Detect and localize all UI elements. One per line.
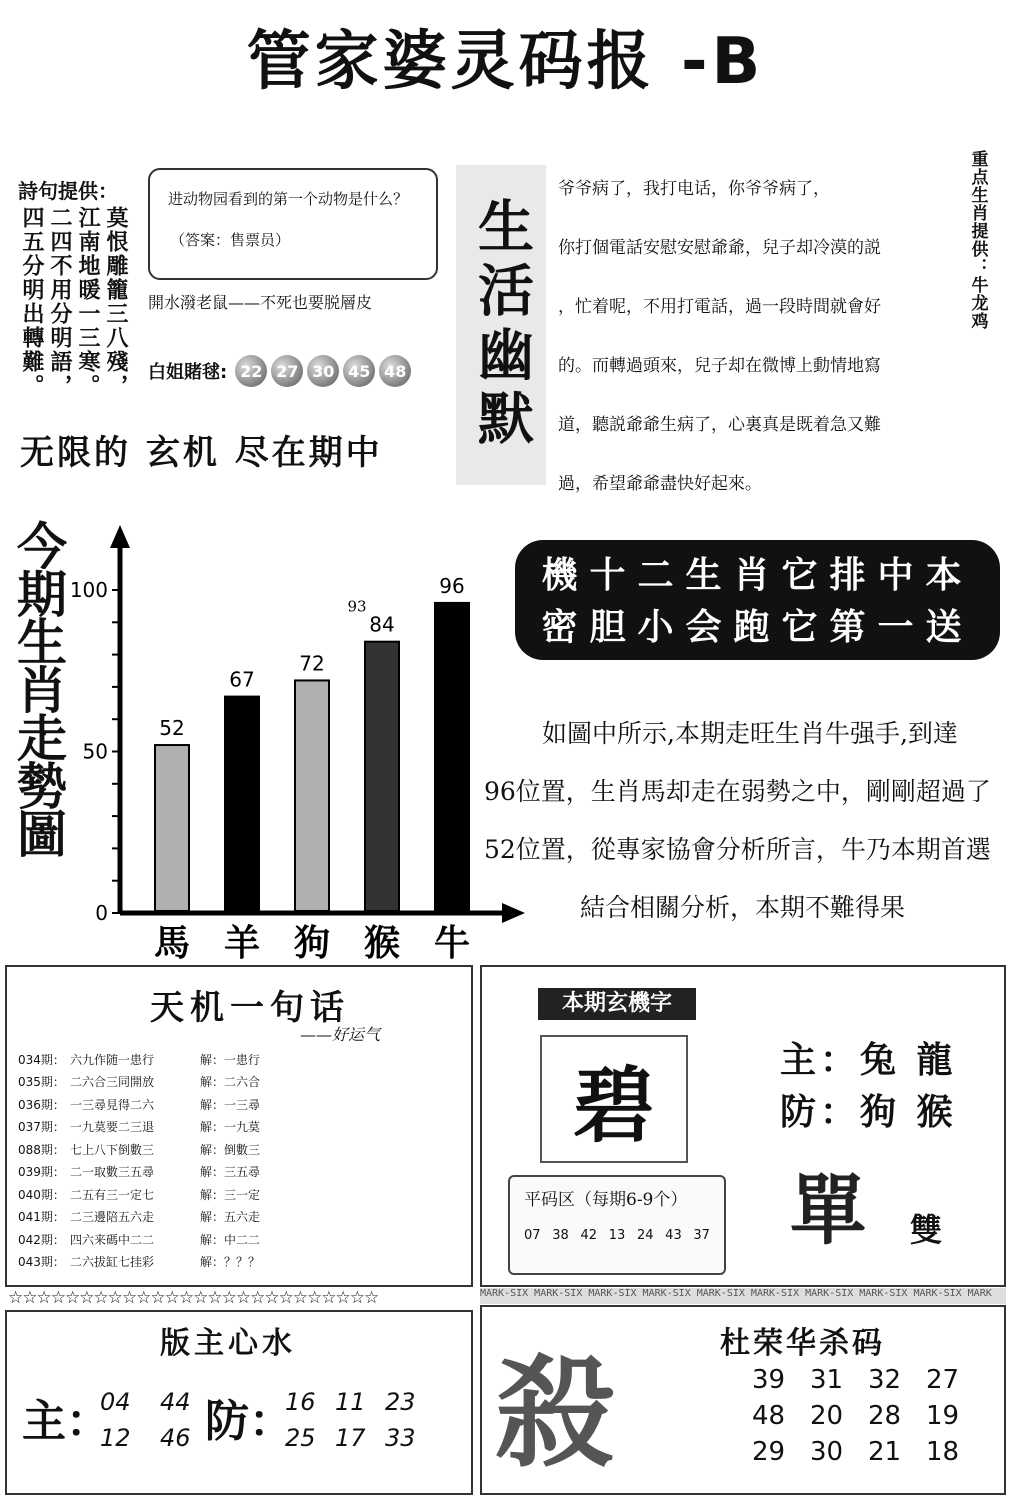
kill-number: 29: [752, 1437, 786, 1467]
kill-number: 28: [868, 1401, 902, 1431]
fang-number: 16: [285, 1388, 316, 1416]
kill-number: 21: [868, 1437, 902, 1467]
bar-value-label: 96: [439, 573, 465, 598]
analysis-line: 如圖中所示,本期走旺生肖牛强手,到達: [542, 719, 958, 748]
zhu-number: 44: [160, 1388, 191, 1416]
kill-number: 32: [868, 1365, 902, 1395]
humor-line: 爷爷病了，我打电话，你爷爷病了，: [558, 179, 830, 199]
humor-title: 生活幽默: [469, 197, 534, 453]
tianji-text: 二一取數三五尋: [70, 1165, 155, 1180]
kill-number: 48: [752, 1401, 786, 1431]
idiom-text: 開水潑老鼠——不死也要脱層皮: [148, 293, 373, 312]
tianji-subtitle: ——好运气: [300, 1025, 381, 1044]
star-divider: ☆☆☆☆☆☆☆☆☆☆☆☆☆☆☆☆☆☆☆☆☆☆☆☆☆☆: [8, 1288, 379, 1308]
zhu-number: 04: [100, 1388, 131, 1416]
bar-value-label: 84: [369, 612, 395, 637]
zhu-fang-block: [780, 1035, 957, 1139]
bar: [295, 680, 329, 911]
tianji-jie: 解：一九莫: [200, 1120, 261, 1135]
extra-label: 93: [347, 597, 367, 616]
tianji-text: 七上八下倒數三: [70, 1142, 155, 1157]
banzhu-fang-numbers: [285, 1388, 417, 1452]
riddle-question: 进动物园看到的第一个动物是什么？: [168, 190, 409, 208]
tianji-period: 088期：: [18, 1142, 65, 1157]
tianji-row: [18, 1048, 468, 1071]
tianji-row: [18, 1138, 468, 1161]
zhu-zodiacs: 主：兔 龍: [780, 1040, 957, 1081]
pingma-number: 42: [580, 1228, 598, 1243]
tianji-period: 041期：: [18, 1210, 65, 1225]
tianji-jie: 解：倒數三: [200, 1142, 261, 1157]
xuanji-char: 碧: [572, 1058, 655, 1154]
bar-value-label: 67: [229, 667, 255, 692]
tianji-row: [18, 1116, 468, 1139]
banzhu-zhu-numbers: [100, 1388, 200, 1452]
chart-analysis: [480, 705, 1005, 937]
xuanji-heading: 本期玄機字: [538, 988, 696, 1020]
zodiac-credit: 重点生肖提供：牛龙鸡: [967, 150, 988, 330]
mark-six-strip: MARK-SIX MARK-SIX MARK-SIX MARK-SIX MARK-SIX MARK-SIX MARK-SIX MARK-SIX MARK-SIX MARK: [480, 1288, 1006, 1304]
promo-banner: [515, 540, 1000, 660]
pingma-box: [508, 1175, 726, 1275]
tianji-jie: 解：三五尋: [200, 1165, 261, 1180]
kill-title: 杜荣华杀码: [720, 1326, 885, 1361]
pingma-number: 38: [552, 1228, 569, 1243]
pingma-numbers: [524, 1228, 710, 1243]
xuanji-char-box: [540, 1035, 688, 1163]
analysis-line: 結合相關分析，本期不難得果: [580, 893, 906, 922]
humor-text: [558, 160, 953, 514]
humor-line: 你打個電話安慰安慰爺爺，兒子却冷漠的説: [558, 238, 881, 258]
banzhu-zhu-label: 主：: [22, 1396, 110, 1447]
analysis-line: 96位置，生肖馬却走在弱勢之中，剛剛超過了: [484, 777, 991, 806]
fang-zodiacs: 防：狗 猴: [780, 1092, 957, 1133]
banner-line: 密胆小会跑它第一送: [541, 607, 974, 648]
banner-line: 機十二生肖它排中本: [541, 555, 974, 596]
tianji-text: 一九莫要二三退: [70, 1120, 155, 1135]
riddle-answer: （答案：售票员）: [170, 231, 291, 249]
banzhu-title: 版主心水: [160, 1326, 296, 1361]
tianji-row: [18, 1183, 468, 1206]
humor-line: 道，聽説爺爺生病了，心裏真是既着急又難: [558, 415, 881, 435]
tianji-text: 二六拔缸七挂彩: [70, 1255, 155, 1270]
pingma-label: 平码区（每期6-9个）: [524, 1190, 688, 1210]
fang-number: 23: [385, 1388, 416, 1416]
tianji-period: 036期：: [18, 1097, 65, 1112]
kill-number: 30: [810, 1437, 844, 1467]
tianji-text: 六九作随一患行: [70, 1052, 155, 1067]
poem-line: 四五分明出轉難。: [19, 206, 44, 398]
tianji-row: [18, 1093, 468, 1116]
poem-line: 二四不用分明語，: [47, 206, 72, 398]
pingma-number: 43: [665, 1228, 682, 1243]
category-label: 狗: [293, 923, 331, 960]
poem-credit: 詩句提供：: [18, 179, 118, 203]
chart-title-panel: [10, 520, 66, 950]
tianji-jie: 解：中二二: [200, 1232, 261, 1247]
y-tick-label: 0: [95, 901, 108, 925]
kill-number: 19: [926, 1401, 960, 1431]
baibo-row: [148, 355, 411, 387]
tianji-period: 042期：: [18, 1232, 65, 1247]
category-label: 牛: [433, 923, 471, 960]
bar: [225, 697, 259, 911]
poem-block: [18, 175, 138, 400]
number-ball: 30: [307, 355, 339, 387]
bar: [435, 603, 469, 911]
kill-number: 20: [810, 1401, 844, 1431]
tianji-row: [18, 1228, 468, 1251]
fang-number: 17: [335, 1424, 366, 1452]
tianji-jie: 解：一患行: [200, 1052, 261, 1067]
shuang-char: 雙: [910, 1211, 943, 1249]
bar-value-label: 72: [299, 651, 325, 676]
fang-number: 11: [335, 1388, 366, 1416]
poem-line: 莫恨雕籠三八殘，: [103, 206, 128, 398]
number-ball: 22: [235, 355, 267, 387]
tianji-text: 二五有三一定七: [70, 1187, 155, 1202]
zhu-number: 12: [100, 1424, 131, 1452]
tianji-period: 035期：: [18, 1075, 65, 1090]
number-ball: 27: [271, 355, 303, 387]
pingma-number: 07: [524, 1228, 541, 1243]
category-label: 猴: [363, 923, 401, 960]
tianji-period: 037期：: [18, 1120, 65, 1135]
y-axis-arrow: [110, 525, 130, 548]
tianji-jie: 解：二六合: [200, 1075, 261, 1090]
kill-number: 39: [752, 1365, 786, 1395]
fang-number: 25: [285, 1424, 316, 1452]
pingma-number: 13: [608, 1228, 626, 1243]
category-label: 羊: [223, 923, 261, 960]
tianji-jie: 解：一三尋: [200, 1097, 261, 1112]
humor-line: ，忙着呢，不用打電話，過一段時間就會好: [558, 297, 881, 317]
humor-line: 過，希望爺爺盡快好起來。: [558, 474, 762, 494]
category-label: 馬: [153, 923, 191, 960]
tianji-period: 034期：: [18, 1052, 65, 1067]
tianji-text: 二三邊陪五六走: [70, 1210, 155, 1225]
idiom-line: [148, 290, 448, 313]
zhu-number: 46: [160, 1424, 191, 1452]
pingma-number: 37: [693, 1228, 710, 1243]
tianji-jie: 解：五六走: [200, 1210, 261, 1225]
tianji-row: [18, 1161, 468, 1184]
bar-value-label: 52: [159, 716, 185, 741]
bar: [155, 745, 189, 911]
tianji-text: 一三尋見得二六: [70, 1097, 155, 1112]
y-tick-label: 50: [82, 739, 108, 764]
tianji-period: 040期：: [18, 1187, 65, 1202]
tianji-text: 四六来碼中二二: [70, 1232, 155, 1247]
humor-line: 的。而轉過頭來，兒子却在微博上動情地寫: [558, 356, 881, 376]
zodiac-credit-panel: [960, 150, 996, 490]
tianji-jie: 解：三一定: [200, 1187, 261, 1202]
tianji-row: [18, 1251, 468, 1274]
kill-numbers: [752, 1365, 964, 1467]
analysis-line: 52位置，從專家協會分析所言，牛乃本期首選: [484, 835, 991, 864]
tianji-period: 039期：: [18, 1165, 65, 1180]
chart-title: 今期生肖走勢圖: [9, 520, 67, 856]
banzhu-fang-label: 防：: [205, 1396, 293, 1447]
baibo-label: 白姐賭毬:: [148, 362, 228, 383]
pingma-number: 24: [636, 1228, 654, 1243]
zodiac-trend-chart: [70, 520, 530, 960]
kill-number: 18: [926, 1437, 960, 1467]
poem-line: 江南地暖一三寒。: [75, 206, 100, 398]
tianji-row: [18, 1206, 468, 1229]
tianji-jie: 解：？？？: [200, 1255, 261, 1270]
number-ball: 45: [343, 355, 375, 387]
bar: [365, 642, 399, 911]
tianji-list: [18, 1048, 468, 1273]
humor-title-panel: [456, 165, 546, 485]
kill-number: 27: [926, 1365, 960, 1395]
tianji-title: 天机一句话: [150, 988, 350, 1028]
page-title: 管家婆灵码报 -B: [246, 25, 765, 99]
tianji-period: 043期：: [18, 1255, 65, 1270]
slogan: 无限的 玄机 尽在期中: [20, 433, 383, 473]
tianji-text: 二六合三同開放: [70, 1075, 155, 1090]
kill-char: 殺: [495, 1345, 615, 1484]
kill-number: 31: [810, 1365, 844, 1395]
dan-char: 單: [790, 1166, 866, 1255]
riddle-box: [148, 168, 438, 280]
y-tick-label: 100: [70, 578, 108, 602]
number-ball: 48: [379, 355, 411, 387]
fang-number: 33: [385, 1424, 416, 1452]
poem-lines: [18, 206, 138, 398]
tianji-row: [18, 1071, 468, 1094]
